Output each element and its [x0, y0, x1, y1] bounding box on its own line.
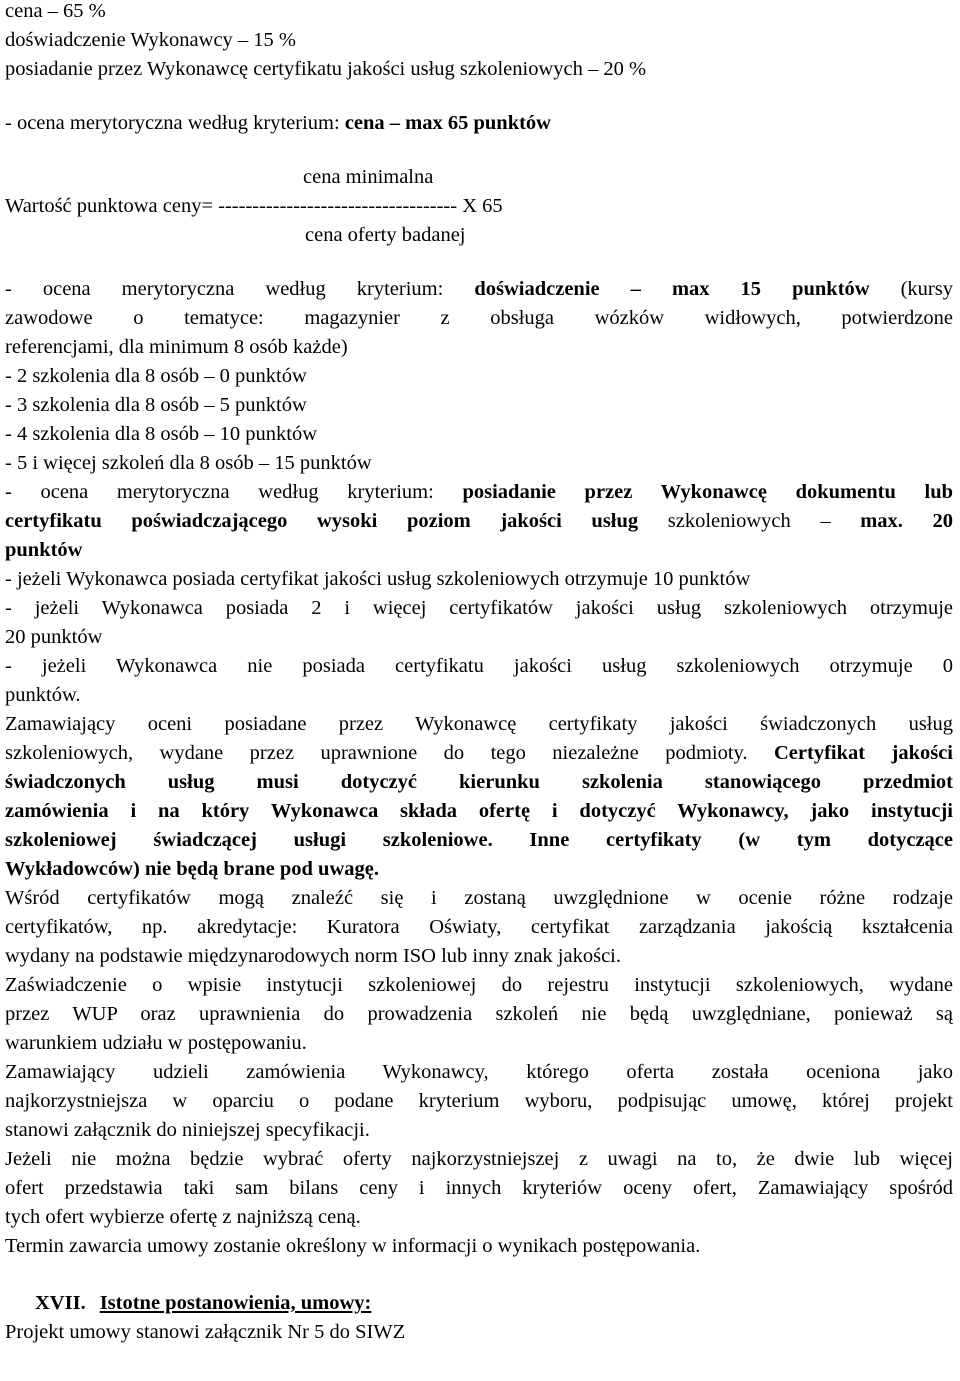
section-heading	[5, 1289, 960, 1318]
formula-row	[5, 192, 960, 221]
assess-line4: zamówienia i na który Wykonawca składa ofertę i dotyczyć Wykonawcy, jako instytucji	[5, 800, 953, 822]
formula-numerator: cena minimalna	[303, 166, 434, 188]
list-item: punktów.	[5, 684, 81, 706]
assess-line2	[5, 739, 953, 768]
list-item: 20 punktów	[5, 626, 103, 648]
assess-line5: szkoleniowej świadczącej usługi szkoleniowe. Inne certyfikaty (w tym dotyczące	[5, 829, 953, 851]
tie-line2: ofert przedstawia taki sam bilans ceny i innych kryteriów oceny ofert, Zamawiający spośród	[5, 1177, 953, 1199]
list-item: - 4 szkolenia dla 8 osób – 10 punktów	[5, 423, 318, 445]
award-line3: stanowi załącznik do niniejszej specyfikacji.	[5, 1119, 370, 1141]
criterion-cert-bold1: posiadanie przez Wykonawcę dokumentu lub	[462, 481, 953, 503]
formula-multiplier: X 65	[462, 195, 503, 217]
wup-line1: Zaświadczenie o wpisie instytucji szkoleniowej do rejestru instytucji szkoleniowych, wydane	[5, 974, 953, 996]
types-line2: certyfikatów, np. akredytacje: Kuratora Oświaty, certyfikat zarządzania jakością kształcenia	[5, 916, 953, 938]
criterion-cert-bold2: certyfikatu poświadczającego wysoki poziom jakości usług	[5, 510, 639, 532]
types-line3: wydany na podstawie międzynarodowych norm ISO lub inny znak jakości.	[5, 945, 622, 967]
criterion-price-prefix: - ocena merytoryczna według kryterium:	[5, 112, 345, 134]
criterion-cert-line2	[5, 507, 953, 536]
criterion-experience-prefix: - ocena merytoryczna według kryterium:	[5, 278, 475, 300]
assess-line3: świadczonych usług musi dotyczyć kierunku szkolenia stanowiącego przedmiot	[5, 771, 953, 793]
criterion-experience-line2: zawodowe o tematyce: magazynier z obsługa wózków widłowych, potwierdzone	[5, 307, 953, 329]
criterion-experience-bold: doświadczenie – max 15 punktów	[474, 278, 870, 300]
formula-denominator: cena oferty badanej	[305, 224, 466, 246]
list-item: - jeżeli Wykonawca nie posiada certyfikatu jakości usług szkoleniowych otrzymuje 0	[5, 655, 953, 677]
criterion-experience-line3: referencjami, dla minimum 8 osób każde)	[5, 336, 348, 358]
criterion-cert-line3: punktów	[5, 539, 83, 561]
formula-lhs: Wartość punktowa ceny=	[5, 195, 219, 217]
wup-line3: warunkiem udziału w postępowaniu.	[5, 1032, 307, 1054]
award-line2: najkorzystniejsza w oparciu o podane kryterium wyboru, podpisując umowę, której projekt	[5, 1090, 953, 1112]
criterion-cert-mid: szkoleniowych –	[638, 510, 861, 532]
list-item: - jeżeli Wykonawca posiada certyfikat jakości usług szkoleniowych otrzymuje 10 punktów	[5, 568, 751, 590]
award-line1: Zamawiający udzieli zamówienia Wykonawcy, którego oferta została oceniona jako	[5, 1061, 953, 1083]
wup-line2: przez WUP oraz uprawnienia do prowadzenia szkoleń nie będą uwzględniane, ponieważ są	[5, 1003, 953, 1025]
section-body: Projekt umowy stanowi załącznik Nr 5 do SIWZ	[5, 1321, 406, 1343]
list-item: - 3 szkolenia dla 8 osób – 5 punktów	[5, 394, 307, 416]
section-title: Istotne postanowienia, umowy:	[99, 1292, 372, 1314]
list-item: - jeżeli Wykonawca posiada 2 i więcej certyfikatów jakości usług szkoleniowych otrzymuje	[5, 597, 953, 619]
types-line1: Wśród certyfikatów mogą znaleźć się i zostaną uwzględnione w ocenie różne rodzaje	[5, 887, 953, 909]
criterion-cert-prefix: - ocena merytoryczna według kryterium:	[5, 481, 463, 503]
tie-line1: Jeżeli nie można będzie wybrać oferty najkorzystniejszej z uwagi na to, że dwie lub więcej	[5, 1148, 953, 1170]
term-line: Termin zawarcia umowy zostanie określony w informacji o wynikach postępowania.	[5, 1235, 701, 1257]
formula-bar: -----------------------------------	[218, 195, 463, 217]
criterion-cert-bold3: max. 20	[860, 510, 954, 532]
assess-line2-bold: Certyfikat jakości	[774, 742, 953, 764]
weight-certificate: posiadanie przez Wykonawcę certyfikatu jakości usług szkoleniowych – 20 %	[5, 58, 647, 80]
criterion-experience-line1	[5, 275, 953, 304]
criterion-experience-rest: (kursy	[869, 278, 953, 300]
assess-line2-normal: szkoleniowych, wydane przez uprawnione do tego niezależne podmioty.	[5, 742, 774, 764]
weight-experience: doświadczenie Wykonawcy – 15 %	[5, 29, 296, 51]
assess-line1: Zamawiający oceni posiadane przez Wykonawcę certyfikaty jakości świadczonych usług	[5, 713, 953, 735]
section-number: XVII.	[35, 1292, 86, 1314]
criterion-price-bold: cena – max 65 punktów	[344, 112, 551, 134]
assess-line6: Wykładowców) nie będą brane pod uwagę.	[5, 858, 379, 880]
list-item: - 5 i więcej szkoleń dla 8 osób – 15 punktów	[5, 452, 372, 474]
list-item: - 2 szkolenia dla 8 osób – 0 punktów	[5, 365, 307, 387]
weight-price: cena – 65 %	[5, 0, 106, 22]
criterion-cert-line1	[5, 478, 953, 507]
tie-line3: tych ofert wybierze ofertę z najniższą ceną.	[5, 1206, 361, 1228]
criterion-price	[5, 109, 960, 138]
